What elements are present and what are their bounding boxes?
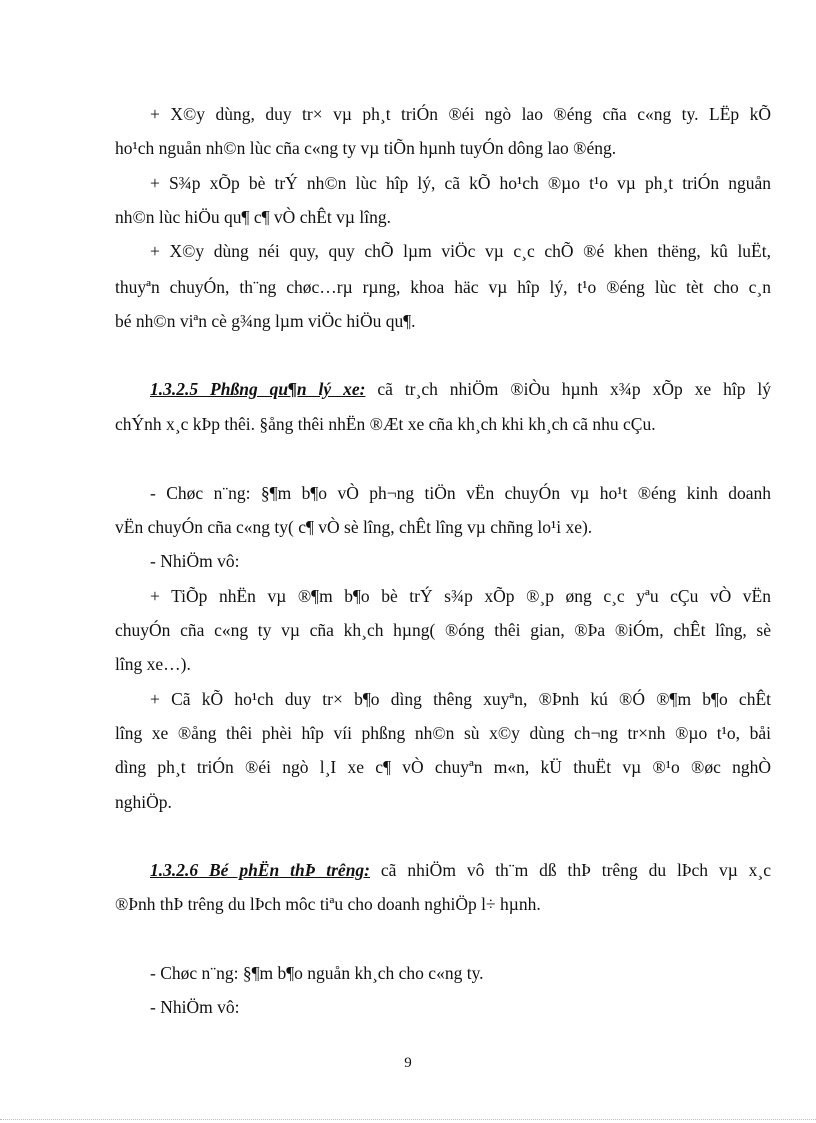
section-heading: 1.3.2.5 Phßng qu¶n lý xe: (150, 379, 366, 399)
section-heading: 1.3.2.6 Bé phËn thÞ trêng: (150, 860, 371, 880)
paragraph-line: + S¾p xÕp bè trÝ nh©n lùc hîp lý, cã kÕ ho¹ch ®µo t¹o vµ ph¸t triÓn nguån (150, 173, 771, 193)
paragraph-line: - NhiÖm vô: (150, 997, 240, 1017)
page-bottom-divider (0, 1119, 816, 1120)
paragraph-line: thuyªn chuyÓn, th¨ng chøc…rµ rµng, khoa häc vµ hîp lý, t¹o ®éng lùc tèt cho c¸n (115, 277, 771, 297)
paragraph-line: lîng xe…). (115, 654, 191, 674)
paragraph-line: - Chøc n¨ng: §¶m b¶o nguån kh¸ch cho c«ng ty. (150, 963, 484, 983)
paragraph-line: dìng ph¸t triÓn ®éi ngò l¸I xe c¶ vÒ chuyªn m«n, kÜ thuËt vµ ®¹o ®øc nghÒ (115, 757, 771, 777)
section-intro: cã tr¸ch nhiÖm ®iÒu hµnh x¾p xÕp xe hîp lý (377, 379, 771, 399)
paragraph-line: nh©n lùc hiÖu qu¶ c¶ vÒ chÊt vµ lîng. (115, 207, 391, 227)
paragraph-line: nghiÖp. (115, 792, 172, 812)
page-number: 9 (404, 1055, 412, 1071)
paragraph-line: chuyÓn cña c«ng ty vµ cña kh¸ch hµng( ®óng thêi gian, ®Þa ®iÓm, chÊt lîng, sè (115, 620, 771, 640)
paragraph-line: chÝnh x¸c kÞp thêi. §ång thêi nhËn ®Æt xe cña kh¸ch khi kh¸ch cã nhu cÇu. (115, 414, 656, 434)
paragraph-line: - NhiÖm vô: (150, 551, 240, 571)
paragraph-line: + X©y dùng néi quy, quy chÕ lµm viÖc vµ c¸c chÕ ®é khen thëng, kû luËt, (150, 241, 771, 261)
paragraph-line: bé nh©n viªn cè g¾ng lµm viÖc hiÖu qu¶. (115, 311, 416, 331)
paragraph-line: - Chøc n¨ng: §¶m b¶o vÒ ph¬ng tiÖn vËn chuyÓn vµ ho¹t ®éng kinh doanh (150, 483, 771, 503)
paragraph-line: ho¹ch nguån nh©n lùc cña c«ng ty vµ tiÕn hµnh tuyÓn dông lao ®éng. (115, 138, 617, 158)
paragraph-line: + TiÕp nhËn vµ ®¶m b¶o bè trÝ s¾p xÕp ®¸p øng c¸c yªu cÇu vÒ vËn (150, 586, 771, 606)
section-intro: cã nhiÖm vô th¨m dß thÞ trêng du lÞch vµ x¸c (380, 860, 771, 880)
paragraph-line: ®Þnh thÞ trêng du lÞch môc tiªu cho doanh nghiÖp l÷ hµnh. (115, 894, 541, 914)
section-1326-line (150, 859, 771, 881)
paragraph-line: + Cã kÕ ho¹ch duy tr× b¶o dìng thêng xuyªn, ®Þnh kú ®Ó ®¶m b¶o chÊt (150, 689, 771, 709)
paragraph-line: vËn chuyÓn cña c«ng ty( c¶ vÒ sè lîng, chÊt lîng vµ chñng lo¹i xe). (115, 517, 593, 537)
paragraph-line: + X©y dùng, duy tr× vµ ph¸t triÓn ®éi ngò lao ®éng cña c«ng ty. LËp kÕ (150, 104, 771, 124)
paragraph-line: lîng xe ®ång thêi phèi hîp víi phßng nh©n sù x©y dùng ch¬ng tr×nh ®µo t¹o, båi (115, 723, 771, 743)
section-1325-line (150, 378, 771, 400)
